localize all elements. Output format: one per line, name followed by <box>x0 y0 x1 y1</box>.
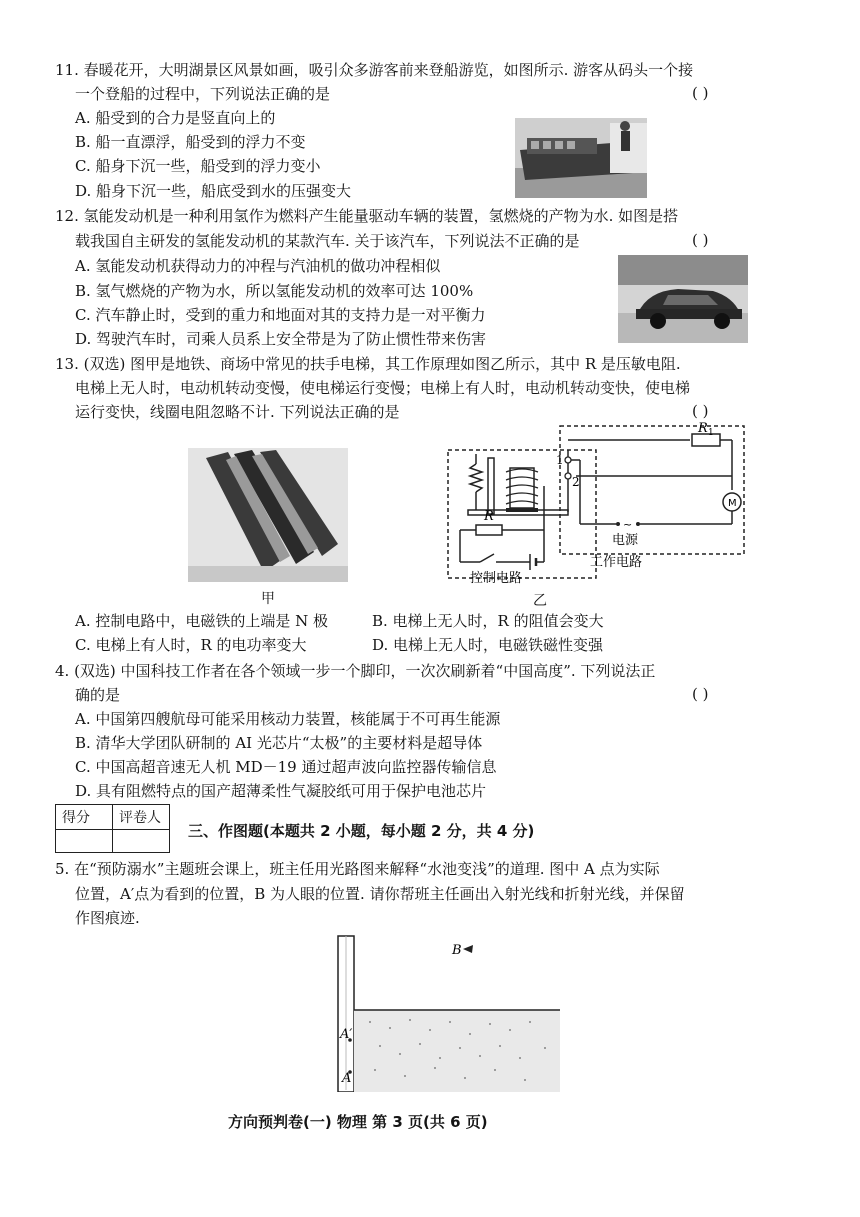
q14-option-a: A. 中国第四艘航母可能采用核动力装置，核能属于不可再生能源 <box>75 710 501 728</box>
boat-photo <box>515 118 647 198</box>
q13-option-a: A. 控制电路中，电磁铁的上端是 N 极 <box>75 612 329 630</box>
grader-header: 评卷人 <box>113 805 170 830</box>
q12-option-c: C. 汽车静止时，受到的重力和地面对其的支持力是一对平衡力 <box>75 306 486 324</box>
figure-yi-caption: 乙 <box>533 593 547 609</box>
q12-answer-paren: ( ) <box>692 231 709 249</box>
escalator-photo <box>188 448 348 582</box>
motor-label: M <box>728 498 737 509</box>
r1-label: R <box>698 421 708 436</box>
q13-option-d: D. 电梯上无人时，电磁铁磁性变强 <box>372 636 604 654</box>
q12-stem-line2: 载我国自主研发的氢能发动机的某款汽车. 关于该汽车，下列说法不正确的是 <box>75 232 580 250</box>
eye-icon <box>463 945 473 953</box>
svg-text:~: ~ <box>623 518 633 531</box>
score-header: 得分 <box>56 805 113 830</box>
q15-stem-line1: 5. 在“预防溺水”主题班会课上，班主任用光路图来解释“水池变浅”的道理. 图中 A 点为实际 <box>55 860 660 878</box>
q13-option-c: C. 电梯上有人时，R 的电功率变大 <box>75 636 307 654</box>
q12-option-a: A. 氢能发动机获得动力的冲程与汽油机的做功冲程相似 <box>75 257 441 275</box>
q15-stem-line3: 作图痕迹. <box>75 909 140 927</box>
q14-stem-line2: 确的是 <box>75 686 121 704</box>
section-3-title: 三、作图题(本题共 2 小题，每小题 2 分，共 4 分) <box>188 822 535 840</box>
q14-stem-line1: 4. (双选) 中国科技工作者在各个领域一步一个脚印，一次次刷新着“中国高度”. 下列说法正 <box>55 662 656 680</box>
score-cell[interactable] <box>56 830 113 853</box>
work-circuit-label: 工作电路 <box>590 555 643 570</box>
q13-stem-line2: 电梯上无人时，电动机转动变慢，使电梯运行变慢；电梯上有人时，电动机转动变快，使电梯 <box>75 379 691 397</box>
figure-jia-caption: 甲 <box>261 591 275 607</box>
page-footer: 方向预判卷(一) 物理 第 3 页(共 6 页) <box>228 1113 488 1131</box>
r-label: R <box>484 509 494 524</box>
q14-option-b: B. 清华大学团队研制的 AI 光芯片“太极”的主要材料是超导体 <box>75 734 483 752</box>
q13-stem-line1: 13. (双选) 图甲是地铁、商场中常见的扶手电梯，其工作原理如图乙所示，其中 R 是压敏电阻. <box>55 355 681 373</box>
q15-stem-line2: 位置，A′点为看到的位置，B 为人眼的位置. 请你帮班主任画出入射光线和折射光线，并保留 <box>75 885 685 903</box>
car-photo <box>618 255 748 343</box>
point-a-label: A <box>342 1071 352 1086</box>
q14-option-d: D. 具有阻燃特点的国产超薄柔性气凝胶纸可用于保护电池芯片 <box>75 782 487 800</box>
q12-option-d: D. 驾驶汽车时，司乘人员系上安全带是为了防止惯性带来伤害 <box>75 330 487 348</box>
point-b-label: B <box>452 943 462 958</box>
q11-answer-paren: ( ) <box>692 84 709 102</box>
pool-refraction-diagram <box>320 930 560 1092</box>
score-table <box>55 804 170 853</box>
q11-option-a: A. 船受到的合力是竖直向上的 <box>75 109 276 127</box>
q14-answer-paren: ( ) <box>692 685 709 703</box>
q12-stem-line1: 12. 氢能发动机是一种利用氢作为燃料产生能量驱动车辆的装置，氢燃烧的产物为水. 如图是搭 <box>55 207 679 225</box>
q12-option-b: B. 氢气燃烧的产物为水，所以氢能发动机的效率可达 100% <box>75 282 474 300</box>
grader-cell[interactable] <box>113 830 170 853</box>
electromagnetic-relay-circuit <box>440 420 750 595</box>
q14-option-c: C. 中国高超音速无人机 MD－19 通过超声波向监控器传输信息 <box>75 758 497 776</box>
contact-1-label: 1 <box>556 453 564 467</box>
q11-option-b: B. 船一直漂浮，船受到的浮力不变 <box>75 133 306 151</box>
contact-2-label: 2 <box>572 475 580 489</box>
q13-option-b: B. 电梯上无人时，R 的阻值会变大 <box>372 612 604 630</box>
point-a-prime-label: A′ <box>340 1027 353 1042</box>
q11-option-c: C. 船身下沉一些，船受到的浮力变小 <box>75 157 321 175</box>
power-label: 电源 <box>612 533 639 548</box>
q13-answer-paren: ( ) <box>692 402 709 420</box>
q11-stem-line2: 一个登船的过程中，下列说法正确的是 <box>75 85 331 103</box>
q13-stem-line3: 运行变快，线圈电阻忽略不计. 下列说法正确的是 <box>75 403 400 421</box>
q11-option-d: D. 船身下沉一些，船底受到水的压强变大 <box>75 182 352 200</box>
control-circuit-label: 控制电路 <box>470 571 523 586</box>
r1-subscript: 1 <box>708 428 714 438</box>
q11-stem-line1: 11. 春暖花开，大明湖景区风景如画，吸引众多游客前来登船游览，如图所示. 游客从码头一个接 <box>55 61 694 79</box>
